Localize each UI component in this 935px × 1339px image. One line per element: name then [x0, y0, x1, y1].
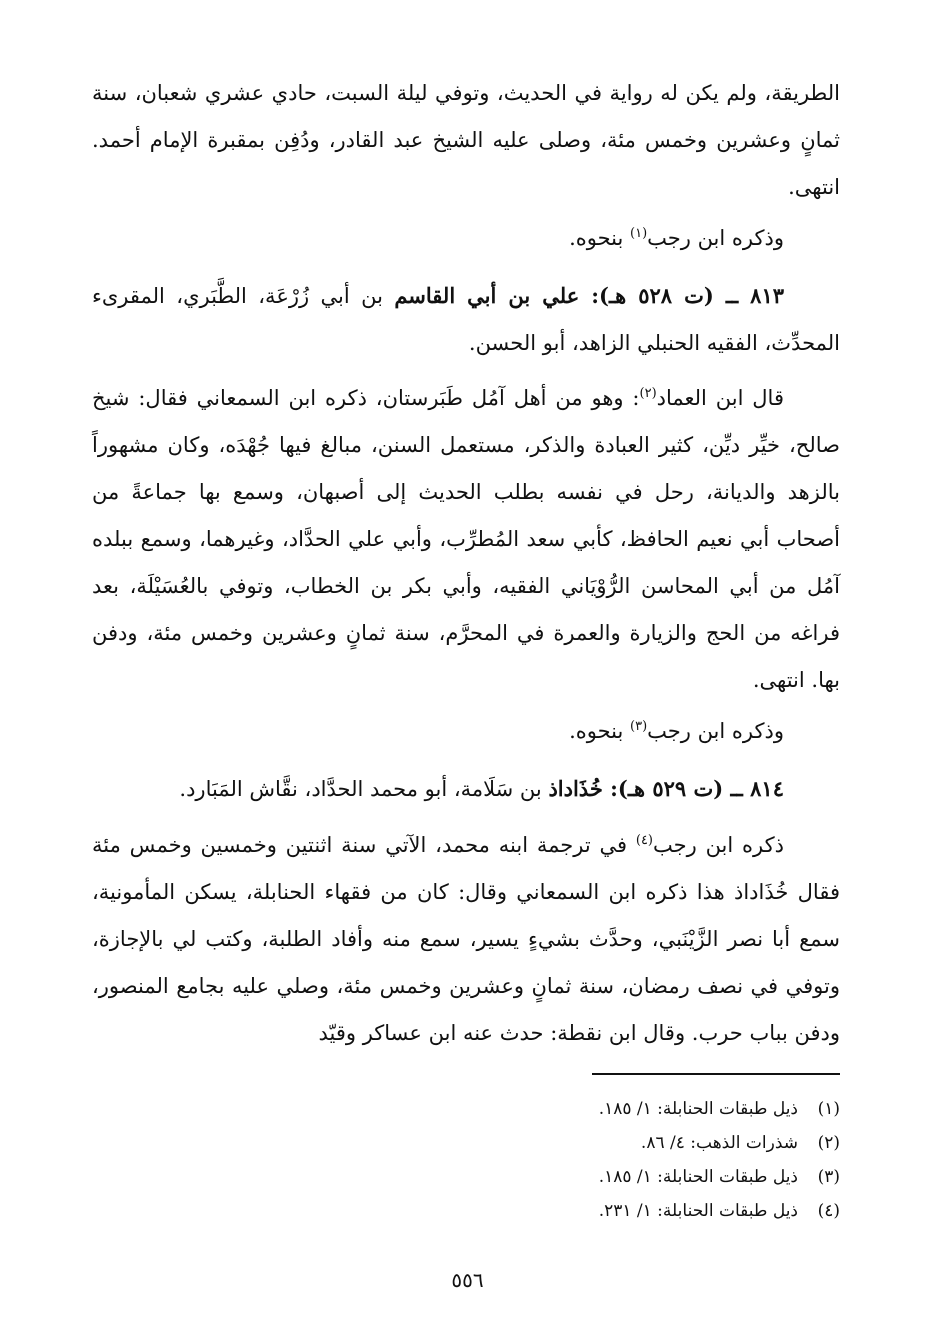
- paragraph-ibn-rajab-3: [92, 708, 840, 755]
- footnote-number: (٤): [817, 1201, 840, 1221]
- paragraph-text: بنحوه.: [569, 719, 631, 743]
- paragraph-text: وذكره ابن رجب: [647, 719, 784, 743]
- paragraph-ibn-rajab-4: [92, 822, 840, 1057]
- footnote-item: [240, 1126, 840, 1160]
- paragraph-text: في ترجمة ابنه محمد، الآتي سنة اثنتين وخمسين وخمس مئة فقال خُذَاداذ هذا ذكره ابن السمعاني وقال: كان من فقهاء الحنابلة، يسكن المأمونية، سمع أبا نصر الزَّيْنَبي، وحدَّث بشيءٍ يسير، سمع منه وأفاد الطلبة، وكتب لي بالإجازة، وتوفي في نصف رمضان، سنة ثمانٍ وعشرين وخمس مئة، وصلي عليه بجامع المنصور، ودفن بباب حرب. وقال ابن نقطة: حدث عنه ابن عساكر وقيّد: [92, 833, 840, 1045]
- entry-heading: ٨١٤ ــ (ت ٥٢٩ هـ): خُذَاداذ: [548, 776, 784, 801]
- footnote-ref[interactable]: (٤): [635, 833, 653, 848]
- entry-text: بن سَلَامة، أبو محمد الحدَّاد، نقَّاش المَبَارد.: [179, 777, 549, 801]
- footnote-divider: [592, 1073, 840, 1075]
- footnote-number: (٣): [817, 1167, 840, 1187]
- footnote-item: [240, 1194, 840, 1228]
- entry-813: [92, 272, 840, 367]
- entry-heading: ٨١٣ ــ (ت ٥٢٨ هـ): علي بن أبي القاسم: [394, 283, 785, 308]
- entry-text: بن أبي زُرْعَة، الطَّبَري، المقرىء المحدِّث، الفقيه الحنبلي الزاهد، أبو الحسن.: [92, 284, 840, 355]
- footnote-number: (١): [817, 1099, 840, 1119]
- footnote-item: [240, 1092, 840, 1126]
- footnote-text: شذرات الذهب: ٤/ ٨٦.: [640, 1133, 798, 1153]
- footnote-text: ذيل طبقات الحنابلة: ١/ ١٨٥.: [598, 1099, 798, 1119]
- paragraph-text: : وهو من أهل آمُل طَبَرستان، ذكره ابن السمعاني فقال: شيخ صالح، خيِّر ديِّن، كثير العبادة والذكر، مستعمل السنن، مبالغ فيها جُهْدَه، وكان مشهوراً بالزهد والديانة، رحل في نفسه بطلب الحديث إلى أصبهان، وسمع بها جماعةً من أصحاب أبي نعيم الحافظ، كأبي سعد المُطرِّب، وأبي علي الحدَّاد، وغيرهما، وسمع ببلده آمُل من أبي المحاسن الرُّوْيَاني الفقيه، وأبي بكر بن الخطاب، وتوفي بالعُسَيْلَة، بعد فراغه من الحج والزيارة والعمرة في المحرَّم، سنة ثمانٍ وعشرين وخمس مئة، ودفن بها. انتهى.: [92, 386, 840, 692]
- paragraph-text: بنحوه.: [569, 226, 631, 250]
- footnote-text: ذيل طبقات الحنابلة: ١/ ٢٣١.: [598, 1201, 798, 1221]
- paragraph-text: الطريقة، ولم يكن له رواية في الحديث، وتوفي ليلة السبت، حادي عشري شعبان، سنة ثمانٍ وعشرين وخمس مئة، وصلى عليه الشيخ عبد القادر، ودُفِن بمقبرة الإمام أحمد. انتهى.: [92, 81, 840, 199]
- footnote-ref[interactable]: (١): [630, 226, 648, 241]
- paragraph-text: قال ابن العماد: [656, 386, 784, 410]
- page-number: ٥٥٦: [451, 1268, 484, 1292]
- paragraph-continuation: [92, 70, 840, 211]
- footnotes: [240, 1092, 840, 1228]
- footnote-text: ذيل طبقات الحنابلة: ١/ ١٨٥.: [598, 1167, 798, 1187]
- entry-814: [92, 765, 840, 813]
- paragraph-ibn-rajab-1: [92, 215, 840, 262]
- footnote-item: [240, 1160, 840, 1194]
- paragraph-ibn-al-imad: [92, 375, 840, 704]
- paragraph-text: وذكره ابن رجب: [647, 226, 784, 250]
- footnote-ref[interactable]: (٢): [639, 386, 657, 401]
- footnote-number: (٢): [817, 1133, 840, 1153]
- footnote-ref[interactable]: (٣): [630, 719, 648, 734]
- paragraph-text: ذكره ابن رجب: [653, 833, 784, 857]
